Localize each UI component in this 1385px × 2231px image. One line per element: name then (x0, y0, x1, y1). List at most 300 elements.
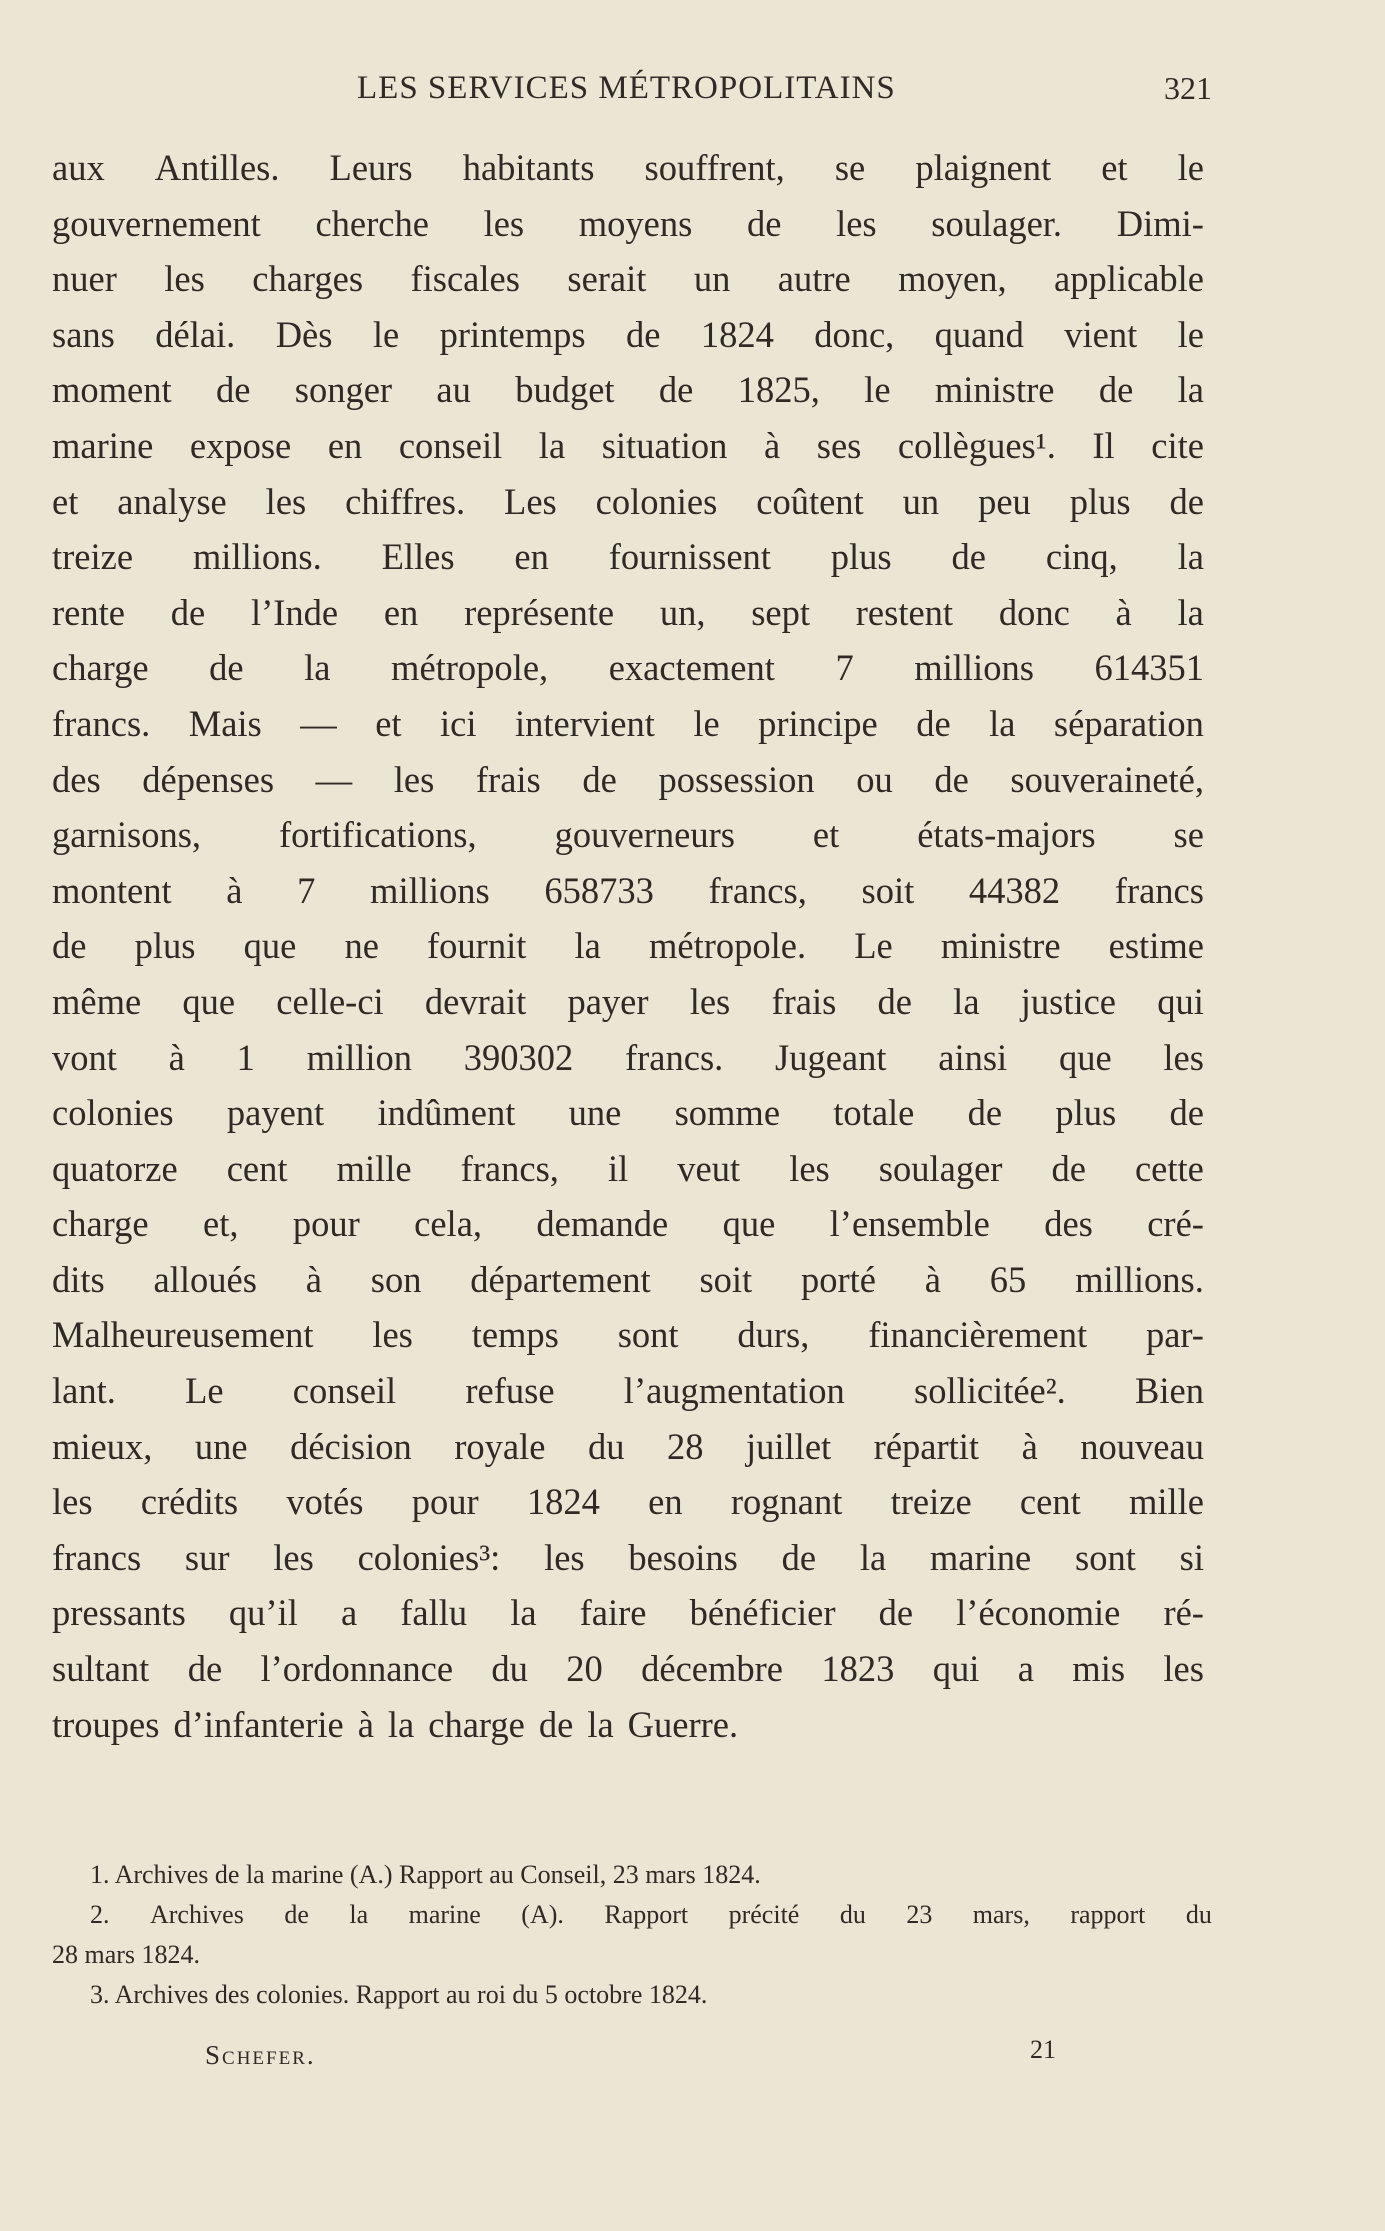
word: coûtent (756, 480, 864, 522)
word: francs, (460, 1147, 559, 1189)
word: vient (1064, 313, 1138, 355)
word: cent (1019, 1481, 1081, 1523)
body-line (52, 307, 1204, 363)
word: les (544, 1536, 585, 1578)
word: donc, (814, 313, 895, 355)
word: songer (294, 369, 393, 411)
word: cite (1151, 424, 1204, 466)
word: moment (52, 369, 172, 411)
word: département (470, 1258, 651, 1300)
word: celle-ci (276, 980, 384, 1022)
word: la (1177, 536, 1204, 578)
word: l’augmentation (623, 1370, 845, 1412)
word: Archives (149, 1900, 244, 1929)
word: de (916, 702, 951, 744)
word: de (877, 980, 912, 1022)
word: souffrent, (644, 147, 785, 188)
word: ministre (934, 369, 1055, 411)
word: nuer (52, 258, 117, 300)
word: conseil (292, 1370, 397, 1412)
word: métropole. (649, 925, 807, 967)
running-title: LES SERVICES MÉTROPOLITAINS (357, 70, 896, 106)
body-line (52, 752, 1204, 808)
word: principe (758, 702, 878, 744)
word: en (648, 1481, 683, 1523)
word: ré- (1163, 1592, 1204, 1634)
body-line (52, 1030, 1204, 1086)
footnote-3: 3. Archives des colonies. Rapport au roi du 5 octobre 1824. (90, 1980, 708, 2009)
running-head (52, 70, 1212, 110)
word: marine (408, 1900, 481, 1929)
body-line (52, 1363, 1204, 1419)
word: que (182, 980, 236, 1022)
word: vont (52, 1036, 117, 1078)
body-line (52, 1419, 1204, 1475)
word: financièrement (868, 1314, 1088, 1356)
word: francs, (708, 869, 807, 911)
word: les (1163, 1036, 1204, 1078)
word: estime (1108, 925, 1204, 967)
word: frais (475, 758, 541, 800)
word: de (878, 1592, 914, 1634)
word: les (789, 1147, 830, 1189)
word: précité (728, 1900, 800, 1929)
word: indûment (377, 1092, 516, 1134)
word: charge (52, 1203, 149, 1245)
word: plaignent (915, 147, 1052, 188)
body-line (52, 474, 1204, 530)
body-line (52, 1307, 1204, 1363)
word: et, (203, 1203, 239, 1245)
word: Le (185, 1370, 224, 1412)
word: garnisons, (52, 814, 202, 856)
body-line (52, 640, 1204, 696)
body-line (52, 1085, 1204, 1141)
word: le (1177, 313, 1204, 355)
word: intervient (514, 702, 655, 744)
word: expose (189, 424, 292, 466)
word: gouvernement (52, 202, 261, 244)
word: souveraineté, (1010, 758, 1204, 800)
word: soit (861, 869, 915, 911)
word: mars, (972, 1900, 1030, 1929)
word: pour (411, 1481, 479, 1523)
word: et (1101, 147, 1128, 188)
word: troupes (52, 1703, 160, 1745)
word: délai. (155, 313, 236, 355)
word: crédits (140, 1481, 239, 1523)
word: conseil (398, 424, 503, 466)
word: situation (601, 424, 728, 466)
word: la (989, 702, 1016, 744)
word: la (387, 1703, 415, 1745)
printer-signature: Schefer. (205, 2040, 316, 2070)
word: 28 (666, 1425, 704, 1467)
word: représente (464, 591, 615, 633)
word: temps (471, 1314, 559, 1356)
word: sont (617, 1314, 679, 1356)
body-line (52, 251, 1204, 307)
word: francs (1114, 869, 1204, 911)
word: en (327, 424, 363, 466)
word: du (1185, 1900, 1212, 1929)
word: répartit (873, 1425, 980, 1467)
word: nouveau (1080, 1425, 1204, 1467)
word: possession (658, 758, 815, 800)
footnotes (52, 1855, 1212, 2015)
word: fournissent (608, 536, 771, 578)
body-line (52, 918, 1204, 974)
word: 1824 (526, 1481, 600, 1523)
word: sont (1075, 1536, 1136, 1578)
word: la (538, 424, 566, 466)
word: l’ensemble (829, 1203, 990, 1245)
word: sept (751, 591, 810, 633)
word: se (1173, 814, 1204, 856)
word: payent (226, 1092, 325, 1134)
word: de (582, 758, 617, 800)
word: collègues¹. (897, 424, 1056, 466)
word: séparation (1053, 702, 1204, 744)
word: Il (1092, 424, 1115, 466)
word: à (305, 1258, 322, 1300)
word: d’infanterie (173, 1703, 344, 1745)
word: de (967, 1092, 1003, 1134)
word: mille (1128, 1481, 1204, 1523)
word: applicable (1054, 258, 1204, 300)
word: dépenses (142, 758, 275, 800)
word: la (859, 1536, 887, 1578)
word: veut (677, 1147, 741, 1189)
word: treize (890, 1481, 972, 1523)
word: (A). (521, 1900, 564, 1929)
body-line (52, 196, 1204, 252)
word: à (1115, 591, 1132, 633)
word: plus (1069, 480, 1131, 522)
word: sultant (52, 1648, 150, 1690)
word: plus (830, 536, 892, 578)
word: moyen, (898, 258, 1007, 300)
word: fallu (400, 1592, 468, 1634)
word: de (187, 1648, 223, 1690)
word: à (168, 1036, 185, 1078)
word: un (902, 480, 940, 522)
word: aux (52, 147, 105, 188)
word: marine (929, 1536, 1032, 1578)
word: de (209, 647, 244, 689)
word: l’économie (956, 1592, 1121, 1634)
word: de (1169, 480, 1204, 522)
word: 658733 (544, 869, 654, 911)
word: justice (1020, 980, 1116, 1022)
body-line (52, 418, 1204, 474)
word: cré- (1147, 1203, 1204, 1245)
word: métropole, (391, 647, 549, 689)
word: soulager (878, 1147, 1003, 1189)
body-line (52, 529, 1204, 585)
word: mieux, (52, 1425, 153, 1467)
word: les (372, 1314, 413, 1356)
word: sur (184, 1536, 230, 1578)
word: ou (856, 758, 893, 800)
word: Jugeant (775, 1036, 887, 1078)
word: la (349, 1900, 369, 1929)
word: Malheureusement (52, 1314, 314, 1356)
word: Dimi- (1116, 202, 1204, 244)
word: l’ordonnance (260, 1648, 454, 1690)
word: 7 (297, 869, 316, 911)
word: au (436, 369, 471, 411)
word: rente (52, 591, 125, 633)
word: à (763, 424, 781, 466)
word: ici (440, 702, 477, 744)
word: peu (978, 480, 1031, 522)
word: qu’il (228, 1592, 298, 1634)
word: pressants (52, 1592, 186, 1634)
word: sans (52, 313, 115, 355)
word: par- (1145, 1314, 1204, 1356)
word: les (164, 258, 205, 300)
word: à (924, 1258, 941, 1300)
word: royale (454, 1425, 546, 1467)
body-line (52, 974, 1204, 1030)
page-number: 321 (1164, 70, 1212, 106)
word: que (1058, 1036, 1112, 1078)
word: de (746, 202, 782, 244)
word: cela, (414, 1203, 483, 1245)
body-line (52, 1252, 1204, 1308)
word: de (658, 369, 694, 411)
word: de (170, 591, 206, 633)
word: faire (579, 1592, 647, 1634)
word: à (1021, 1425, 1038, 1467)
word: Bien (1135, 1370, 1204, 1412)
word: l’Inde (250, 591, 339, 633)
word: fiscales (410, 258, 520, 300)
word: analyse (117, 480, 227, 522)
word: soit (699, 1258, 753, 1300)
word: 1 (236, 1036, 255, 1078)
body-line (52, 1196, 1204, 1252)
word: exactement (608, 647, 775, 689)
word: millions. (1075, 1258, 1204, 1300)
word: charge (428, 1703, 525, 1745)
word: son (370, 1258, 422, 1300)
word: francs (52, 1536, 142, 1578)
word: millions. (192, 536, 322, 578)
word: 65 (989, 1258, 1027, 1300)
word: million (306, 1036, 413, 1078)
body-line (52, 696, 1204, 752)
word: les (1163, 1648, 1204, 1690)
word: 2. (90, 1900, 110, 1929)
word: soulager. (931, 202, 1063, 244)
word: montent (52, 869, 172, 911)
word: donc (998, 591, 1070, 633)
word: un, (659, 591, 706, 633)
word: de (1169, 1092, 1204, 1134)
word: les (265, 480, 307, 522)
word: budget (515, 369, 615, 411)
word: alloués (153, 1258, 257, 1300)
word: cent (226, 1147, 288, 1189)
word: et (52, 480, 79, 522)
word: colonies (52, 1092, 174, 1134)
word: gouverneurs (554, 814, 735, 856)
word: le (1177, 147, 1204, 188)
word: refuse (465, 1370, 555, 1412)
word: du (491, 1648, 528, 1690)
word: a (340, 1592, 358, 1634)
word: Leurs (329, 147, 413, 188)
word: — (300, 702, 337, 744)
word: marine (52, 424, 154, 466)
word: les (393, 758, 435, 800)
word: une (194, 1425, 248, 1467)
word: que (243, 925, 297, 967)
word: 1825, (737, 369, 820, 411)
word: Dès (275, 313, 333, 355)
word: colonies³: (357, 1536, 501, 1578)
word: pour (292, 1203, 360, 1245)
word: autre (777, 258, 851, 300)
word: il (607, 1147, 629, 1189)
body-line (52, 140, 1204, 196)
word: de (215, 369, 251, 411)
word: francs. (52, 702, 151, 744)
word: 1823 (821, 1648, 895, 1690)
word: le (864, 369, 891, 411)
word: états-majors (917, 814, 1096, 856)
word: Les (504, 480, 557, 522)
word: la (587, 1703, 614, 1745)
word: porté (800, 1258, 876, 1300)
word: à (226, 869, 243, 911)
word: une (568, 1092, 622, 1134)
sheet-number: 21 (1030, 2035, 1056, 2064)
word: la (574, 925, 601, 967)
word: charge (52, 647, 149, 689)
word: somme (674, 1092, 781, 1134)
body-line (52, 362, 1204, 418)
word: lant. (52, 1370, 116, 1412)
word: de (934, 758, 969, 800)
word: treize (52, 536, 134, 578)
word: demande (536, 1203, 669, 1245)
word: en (383, 591, 419, 633)
word: sollicitée². (913, 1370, 1066, 1412)
word: du (839, 1900, 866, 1929)
word: de (1051, 1147, 1086, 1189)
word: printemps (439, 313, 586, 355)
word: chiffres. (345, 480, 466, 522)
word: les (273, 1536, 314, 1578)
word: des (52, 758, 101, 800)
word: restent (855, 591, 954, 633)
word: frais (771, 980, 837, 1022)
word: les (52, 1481, 93, 1523)
body-line (52, 1141, 1204, 1197)
word: 614351 (1094, 647, 1204, 689)
word: bénéficier (689, 1592, 836, 1634)
footnote-2-line-1 (52, 1895, 1212, 1935)
word: les (483, 202, 525, 244)
body-line (52, 863, 1204, 919)
word: les (689, 980, 731, 1022)
word: se (834, 147, 866, 188)
word: cherche (315, 202, 429, 244)
word: votés (286, 1481, 364, 1523)
word: de (538, 1703, 574, 1745)
word: la (1177, 369, 1204, 411)
word: même (52, 980, 142, 1022)
word: plus (134, 925, 196, 967)
body-line (52, 1641, 1204, 1697)
word: 44382 (968, 869, 1061, 911)
word: quand (934, 313, 1024, 355)
word: le (693, 702, 720, 744)
word: Rapport (604, 1900, 689, 1929)
word: Elles (381, 536, 455, 578)
word: la (953, 980, 980, 1022)
word: la (1177, 591, 1204, 633)
word: ainsi (938, 1036, 1008, 1078)
word: durs, (737, 1314, 810, 1356)
word: à (357, 1703, 374, 1745)
word: ministre (940, 925, 1061, 967)
word: 390302 (463, 1036, 574, 1078)
word: rapport (1070, 1900, 1146, 1929)
word: totale (833, 1092, 915, 1134)
word: 20 (566, 1648, 603, 1690)
word: mille (336, 1147, 412, 1189)
body-line (52, 1585, 1204, 1641)
body-line (52, 585, 1204, 641)
word: dits (52, 1258, 105, 1300)
word: Guerre. (627, 1703, 739, 1745)
word: décembre (641, 1648, 783, 1690)
word: en (514, 536, 549, 578)
word: quatorze (52, 1147, 178, 1189)
body-text (52, 140, 1204, 1752)
word: devrait (424, 980, 527, 1022)
footnote-1: 1. Archives de la marine (A.) Rapport au Conseil, 23 mars 1824. (90, 1860, 761, 1889)
word: mis (1072, 1648, 1126, 1690)
word: serait (567, 258, 647, 300)
body-line (52, 1530, 1204, 1586)
word: colonies (595, 480, 718, 522)
word: Le (854, 925, 893, 967)
word: de (951, 536, 986, 578)
word: ne (344, 925, 379, 967)
word: que (722, 1203, 776, 1245)
word: le (372, 313, 400, 355)
footnote-2-line-2: 28 mars 1824. (52, 1940, 201, 1969)
word: millions (914, 647, 1034, 689)
word: les (836, 202, 877, 244)
word: décision (290, 1425, 412, 1467)
word: cette (1134, 1147, 1204, 1189)
word: Antilles. (154, 147, 280, 188)
word: qui (932, 1648, 980, 1690)
word: a (1017, 1648, 1034, 1690)
word: francs. (625, 1036, 724, 1078)
word: payer (567, 980, 649, 1022)
word: plus (1055, 1092, 1117, 1134)
word: 1824 (700, 313, 774, 355)
word: des (1044, 1203, 1093, 1245)
word: millions (370, 869, 490, 911)
